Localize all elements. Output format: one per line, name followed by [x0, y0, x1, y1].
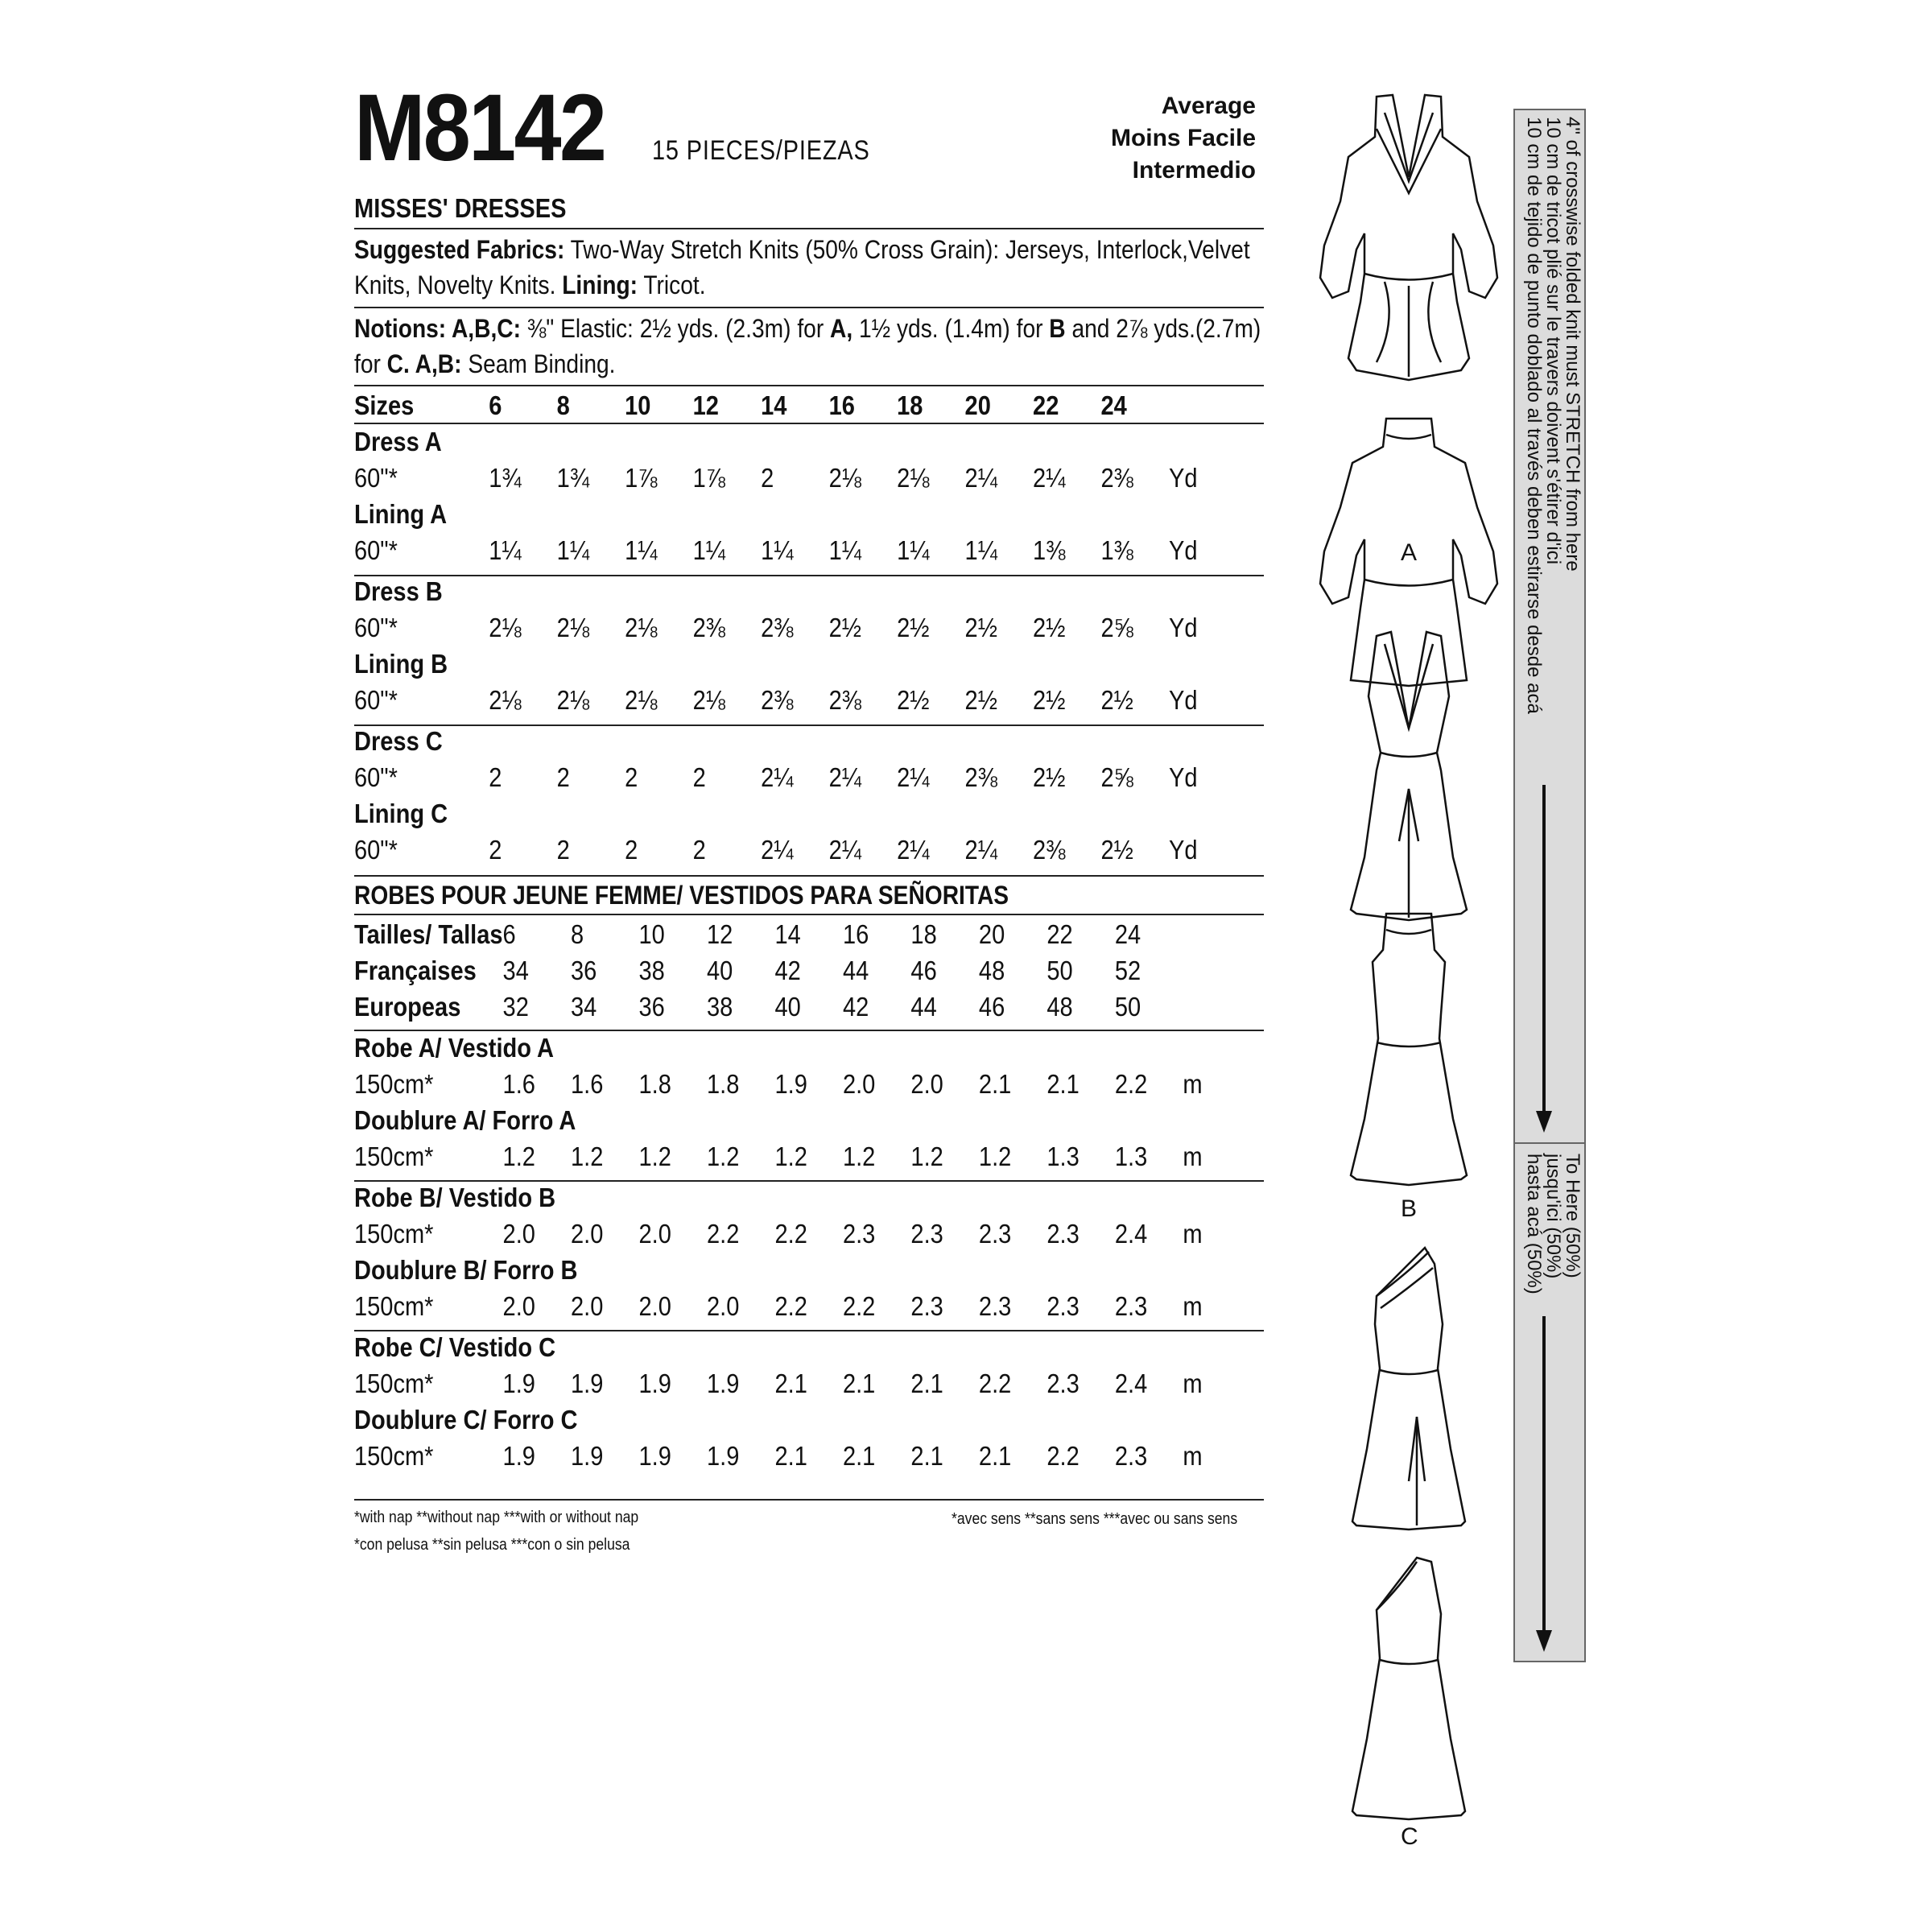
size-value: 6	[489, 390, 502, 420]
size-value: 36	[638, 991, 665, 1022]
yardage-value: 2	[692, 762, 706, 792]
view-name-row	[354, 573, 1212, 609]
yardage-value: 2½	[828, 612, 861, 642]
fabric-width: 60"*	[354, 684, 398, 715]
metric-value: 1.2	[638, 1141, 671, 1171]
yardage-value: 2⅜	[1033, 834, 1066, 865]
yardage-value: 2¼	[897, 834, 930, 865]
view-b-back-sketch	[1351, 914, 1467, 1185]
metric-value: 2.3	[978, 1290, 1012, 1321]
divider	[354, 1330, 1264, 1331]
size-value: 14	[761, 390, 787, 420]
table-row	[354, 609, 1212, 646]
size-value: 22	[1033, 390, 1059, 420]
yardage-value: 2½	[897, 684, 930, 715]
yardage-value: 2⅛	[692, 684, 726, 715]
yardage-value: 2⅜	[692, 612, 726, 642]
view-name: Dress A	[354, 426, 442, 456]
unit: Yd	[1169, 462, 1198, 493]
gauge-top-fr: 10 cm de tricot plié sur le travers doivent s'étirer d'ici	[1542, 117, 1564, 565]
metric-value: 1.9	[571, 1440, 604, 1471]
metric-value: 2.1	[842, 1368, 876, 1398]
metric-value: 2.1	[910, 1440, 943, 1471]
size-row-label: Tailles/ Tallas	[354, 919, 503, 949]
view-a-front-sketch	[1320, 95, 1497, 380]
size-value: 20	[964, 390, 991, 420]
view-c-front-sketch	[1352, 1248, 1465, 1530]
metric-value: 1.6	[502, 1068, 535, 1099]
size-value: 36	[571, 955, 597, 985]
yardage-value: 2⅛	[625, 684, 658, 715]
size-value: 40	[774, 991, 801, 1022]
fabric-width: 150cm*	[354, 1068, 434, 1099]
yardage-value: 2¼	[828, 834, 861, 865]
stretch-gauge	[1513, 109, 1586, 1662]
fabrics-label: Suggested Fabrics:	[354, 235, 565, 264]
fabric-width: 150cm*	[354, 1440, 434, 1471]
fabric-width: 150cm*	[354, 1368, 434, 1398]
table-row	[354, 1138, 1225, 1174]
metric-value: 1.2	[502, 1141, 535, 1171]
metric-value: 2.0	[571, 1218, 604, 1249]
yardage-value: 2¼	[828, 762, 861, 792]
metric-value: 2.2	[774, 1290, 807, 1321]
view-name: Lining C	[354, 798, 448, 828]
divider	[354, 575, 1264, 576]
fabric-width: 150cm*	[354, 1218, 434, 1249]
difficulty-en: Average	[1161, 93, 1256, 119]
table-row	[354, 682, 1212, 718]
view-label-a: A	[1401, 539, 1418, 566]
size-value: 42	[774, 955, 801, 985]
difficulty-es: Intermedio	[1132, 157, 1256, 184]
fabric-width: 60"*	[354, 762, 398, 792]
unit: m	[1183, 1440, 1203, 1471]
metric-title: ROBES POUR JEUNE FEMME/ VESTIDOS PARA SEÑORITAS	[354, 881, 1009, 910]
metric-value: 1.9	[571, 1368, 604, 1398]
divider	[354, 423, 1264, 424]
metric-value: 2.2	[1046, 1440, 1080, 1471]
notions-view-a: A,	[830, 314, 853, 343]
view-name-row	[354, 1252, 1225, 1288]
yardage-value: 1⅞	[692, 462, 726, 493]
unit-spacer	[1169, 387, 1212, 423]
unit: m	[1183, 1068, 1203, 1099]
table-row	[354, 532, 1212, 568]
gauge-bottom-es: hasta acá (50%)	[1523, 1154, 1545, 1294]
size-value: 10	[625, 390, 651, 420]
size-value: 32	[502, 991, 529, 1022]
yardage-value: 2⅝	[1100, 612, 1133, 642]
view-name: Dress C	[354, 725, 443, 756]
view-name-row	[354, 496, 1212, 532]
metric-value: 2.2	[842, 1290, 876, 1321]
piece-count: 15 PIECES/PIEZAS	[652, 135, 870, 166]
unit: Yd	[1169, 684, 1198, 715]
gauge-bottom-fr: jusqu'ici (50%)	[1542, 1154, 1564, 1279]
metric-value: 2.0	[638, 1218, 671, 1249]
metric-value: 2.3	[910, 1290, 943, 1321]
size-row	[354, 952, 1225, 989]
metric-value: 1.2	[910, 1141, 943, 1171]
view-label-c: C	[1401, 1823, 1418, 1850]
yardage-value: 2½	[1033, 684, 1066, 715]
yardage-value: 2½	[964, 612, 997, 642]
view-name-row	[354, 423, 1212, 460]
divider	[354, 385, 1264, 386]
unit: Yd	[1169, 834, 1198, 865]
yardage-value: 2⅜	[828, 684, 861, 715]
unit: Yd	[1169, 612, 1198, 642]
metric-value: 2.3	[910, 1218, 943, 1249]
metric-yardage-table	[354, 916, 1225, 1479]
metric-value: 2.0	[638, 1290, 671, 1321]
metric-value: 2.3	[1046, 1368, 1080, 1398]
divider	[354, 875, 1264, 877]
yardage-value: 2	[489, 762, 502, 792]
divider	[354, 1030, 1264, 1031]
metric-value: 1.8	[638, 1068, 671, 1099]
yardage-value: 2⅜	[761, 612, 794, 642]
metric-value: 2.3	[1046, 1290, 1080, 1321]
footnote-es: *con pelusa **sin pelusa ***con o sin pelusa	[354, 1536, 630, 1554]
notions-text: and 2⅞ yds.(2.7m) for	[354, 314, 1261, 378]
view-b-front-sketch	[1351, 632, 1467, 920]
view-name-row	[354, 646, 1212, 682]
yardage-value: 1¼	[489, 535, 522, 565]
size-value: 34	[571, 991, 597, 1022]
view-name: Lining B	[354, 648, 448, 679]
view-name: Doublure A/ Forro A	[354, 1104, 576, 1135]
yardage-value: 1¾	[556, 462, 590, 493]
size-value: 10	[638, 919, 665, 949]
size-value: 18	[910, 919, 937, 949]
yardage-value: 2⅛	[625, 612, 658, 642]
metric-value: 2.3	[842, 1218, 876, 1249]
gauge-top-en: 4" of crosswise folded knit must STRETCH from here	[1562, 117, 1583, 572]
size-value: 24	[1114, 919, 1141, 949]
yardage-value: 2¼	[964, 834, 997, 865]
notions-view-c: C. A,B:	[386, 349, 462, 378]
metric-value: 1.2	[571, 1141, 604, 1171]
yardage-value: 1⅞	[625, 462, 658, 493]
garment-illustrations	[1296, 80, 1521, 1852]
notions-label: Notions: A,B,C:	[354, 314, 521, 343]
fabric-width: 60"*	[354, 535, 398, 565]
yardage-value: 1¼	[964, 535, 997, 565]
subtitle: MISSES' DRESSES	[354, 193, 567, 223]
view-name: Robe A/ Vestido A	[354, 1032, 554, 1063]
view-name: Lining A	[354, 498, 448, 529]
metric-value: 1.3	[1114, 1141, 1148, 1171]
yardage-value: 2¼	[964, 462, 997, 493]
footnote-en: *with nap **without nap ***with or without nap	[354, 1509, 639, 1526]
fabric-width: 60"*	[354, 462, 398, 493]
unit-spacer	[1183, 989, 1225, 1025]
view-name: Doublure C/ Forro C	[354, 1404, 578, 1435]
notions-text: 1½ yds. (1.4m) for	[859, 314, 1043, 343]
metric-value: 2.2	[978, 1368, 1012, 1398]
metric-value: 1.9	[638, 1440, 671, 1471]
yardage-value: 2½	[897, 612, 930, 642]
metric-value: 1.3	[1046, 1141, 1080, 1171]
divider	[354, 1180, 1264, 1182]
yardage-value: 2	[625, 762, 638, 792]
divider	[354, 1499, 1264, 1501]
metric-value: 2.1	[1046, 1068, 1080, 1099]
gauge-bottom-en: To Here (50%)	[1562, 1154, 1583, 1278]
size-value: 16	[842, 919, 869, 949]
metric-value: 2.1	[774, 1368, 807, 1398]
size-value: 42	[842, 991, 869, 1022]
notions-text: ⅜" Elastic: 2½ yds. (2.3m) for	[526, 314, 824, 343]
size-value: 46	[978, 991, 1005, 1022]
yardage-value: 2	[692, 834, 706, 865]
size-value: 12	[692, 390, 719, 420]
yardage-value: 2⅛	[828, 462, 861, 493]
metric-value: 1.2	[978, 1141, 1012, 1171]
yardage-value: 1¼	[828, 535, 861, 565]
metric-value: 2.1	[842, 1440, 876, 1471]
metric-value: 2.4	[1114, 1368, 1148, 1398]
fabrics-text: Two-Way Stretch Knits (50% Cross Grain): Jerseys, Interlock,Velvet Knits, Novelty Knits.	[354, 235, 1250, 299]
yardage-value: 2¼	[1033, 462, 1066, 493]
metric-value: 1.8	[706, 1068, 740, 1099]
yardage-value: 1⅜	[1100, 535, 1133, 565]
fabric-width: 150cm*	[354, 1141, 434, 1171]
view-name-row	[354, 1030, 1225, 1066]
divider	[354, 228, 1264, 229]
garment-sketches	[1296, 80, 1521, 1852]
unit-spacer	[1183, 952, 1225, 989]
metric-value: 2.3	[1046, 1218, 1080, 1249]
metric-value: 1.2	[842, 1141, 876, 1171]
yardage-value: 2½	[964, 684, 997, 715]
size-row	[354, 916, 1225, 952]
difficulty-levels	[1046, 90, 1256, 187]
table-row	[354, 1288, 1225, 1324]
metric-value: 2.0	[910, 1068, 943, 1099]
metric-value: 2.3	[1114, 1290, 1148, 1321]
notions-view-b: B	[1049, 314, 1066, 343]
notions	[354, 311, 1261, 382]
metric-value: 2.0	[571, 1290, 604, 1321]
metric-value: 2.0	[842, 1068, 876, 1099]
fabric-width: 60"*	[354, 612, 398, 642]
notions-text: Seam Binding.	[468, 349, 616, 378]
yardage-value: 2⅜	[761, 684, 794, 715]
lining-text: Tricot.	[643, 270, 706, 299]
yardage-value: 1¼	[556, 535, 590, 565]
yardage-value: 1¼	[761, 535, 794, 565]
size-value: 34	[502, 955, 529, 985]
yardage-value: 1¼	[625, 535, 658, 565]
size-row-label: Europeas	[354, 991, 461, 1022]
yardage-value: 2⅛	[556, 684, 590, 715]
view-name-row	[354, 795, 1212, 832]
size-value: 50	[1046, 955, 1073, 985]
yardage-value: 2½	[1100, 834, 1133, 865]
metric-value: 2.3	[978, 1218, 1012, 1249]
table-row	[354, 759, 1212, 795]
metric-value: 2.2	[774, 1218, 807, 1249]
footnotes-left	[354, 1504, 638, 1558]
sizes-label: Sizes	[354, 390, 415, 420]
view-name: Dress B	[354, 576, 443, 606]
size-value: 40	[706, 955, 733, 985]
metric-value: 1.2	[706, 1141, 740, 1171]
yardage-value: 2½	[1033, 762, 1066, 792]
footnote-fr: *avec sens **sans sens ***avec ou sans sens	[952, 1510, 1238, 1528]
size-value: 12	[706, 919, 733, 949]
view-name-row	[354, 1329, 1225, 1365]
size-value: 20	[978, 919, 1005, 949]
size-value: 44	[842, 955, 869, 985]
size-value: 14	[774, 919, 801, 949]
size-value: 22	[1046, 919, 1073, 949]
metric-value: 2.2	[706, 1218, 740, 1249]
yardage-value: 2⅛	[556, 612, 590, 642]
divider	[354, 724, 1264, 726]
size-value: 48	[978, 955, 1005, 985]
view-name: Robe C/ Vestido C	[354, 1331, 556, 1362]
metric-value: 2.3	[1114, 1440, 1148, 1471]
table-row	[354, 460, 1212, 496]
metric-value: 1.9	[502, 1368, 535, 1398]
metric-value: 2.1	[910, 1368, 943, 1398]
view-label-b: B	[1401, 1195, 1418, 1222]
yardage-value: 1¾	[489, 462, 522, 493]
table-row	[354, 832, 1212, 868]
yardage-value: 2½	[1033, 612, 1066, 642]
view-c-back-sketch	[1352, 1558, 1465, 1819]
metric-value: 2.0	[706, 1290, 740, 1321]
yardage-value: 2⅛	[489, 612, 522, 642]
size-value: 24	[1100, 390, 1127, 420]
yardage-value: 2	[761, 462, 774, 493]
unit-spacer	[1183, 916, 1225, 952]
yardage-value: 2⅛	[897, 462, 930, 493]
size-value: 50	[1114, 991, 1141, 1022]
table-row	[354, 1365, 1225, 1402]
size-value: 8	[556, 390, 570, 420]
lining-label: Lining:	[562, 270, 638, 299]
yardage-value: 2	[556, 762, 570, 792]
yardage-value: 2⅝	[1100, 762, 1133, 792]
metric-value: 2.1	[774, 1440, 807, 1471]
view-name: Robe B/ Vestido B	[354, 1182, 556, 1212]
unit: Yd	[1169, 762, 1198, 792]
sizes-row	[354, 387, 1212, 423]
size-value: 6	[502, 919, 516, 949]
size-value: 46	[910, 955, 937, 985]
table-row	[354, 1216, 1225, 1252]
table-row	[354, 1066, 1225, 1102]
metric-value: 1.9	[706, 1440, 740, 1471]
unit: m	[1183, 1218, 1203, 1249]
metric-value: 2.0	[502, 1290, 535, 1321]
difficulty-fr: Moins Facile	[1110, 125, 1256, 151]
metric-value: 1.9	[638, 1368, 671, 1398]
yardage-value: 1¼	[692, 535, 726, 565]
divider	[354, 307, 1264, 308]
size-value: 16	[828, 390, 855, 420]
us-yardage-table	[354, 387, 1212, 873]
yardage-value: 1¼	[897, 535, 930, 565]
view-name-row	[354, 1179, 1225, 1216]
size-value: 8	[571, 919, 584, 949]
fabric-width: 150cm*	[354, 1290, 434, 1321]
unit: m	[1183, 1290, 1203, 1321]
size-row-label: Françaises	[354, 955, 477, 985]
metric-value: 1.6	[571, 1068, 604, 1099]
metric-value: 2.0	[502, 1218, 535, 1249]
yardage-value: 2	[556, 834, 570, 865]
yardage-value: 2¼	[897, 762, 930, 792]
view-name: Doublure B/ Forro B	[354, 1254, 578, 1285]
gauge-top-es: 10 cm de tejido de punto doblado al través deben estirarse desde acá	[1523, 117, 1545, 714]
yardage-value: 2⅛	[489, 684, 522, 715]
yardage-value: 2⅜	[964, 762, 997, 792]
size-value: 44	[910, 991, 937, 1022]
metric-value: 1.9	[502, 1440, 535, 1471]
metric-value: 2.1	[978, 1068, 1012, 1099]
size-row	[354, 989, 1225, 1025]
view-name-row	[354, 723, 1212, 759]
size-value: 48	[1046, 991, 1073, 1022]
metric-value: 2.2	[1114, 1068, 1148, 1099]
yardage-value: 2½	[1100, 684, 1133, 715]
yardage-value: 1⅜	[1033, 535, 1066, 565]
metric-value: 2.1	[978, 1440, 1012, 1471]
size-value: 52	[1114, 955, 1141, 985]
yardage-value: 2⅜	[1100, 462, 1133, 493]
metric-value: 1.2	[774, 1141, 807, 1171]
unit: m	[1183, 1368, 1203, 1398]
size-value: 38	[706, 991, 733, 1022]
divider	[354, 914, 1264, 915]
unit: Yd	[1169, 535, 1198, 565]
yardage-value: 2¼	[761, 834, 794, 865]
pattern-number: M8142	[354, 75, 605, 181]
suggested-fabrics	[354, 232, 1261, 303]
metric-value: 2.4	[1114, 1218, 1148, 1249]
view-name-row	[354, 1402, 1225, 1438]
table-row	[354, 1438, 1225, 1474]
yardage-value: 2¼	[761, 762, 794, 792]
yardage-value: 2	[489, 834, 502, 865]
yardage-value: 2	[625, 834, 638, 865]
size-value: 18	[897, 390, 923, 420]
metric-value: 1.9	[774, 1068, 807, 1099]
fabric-width: 60"*	[354, 834, 398, 865]
metric-value: 1.9	[706, 1368, 740, 1398]
view-name-row	[354, 1102, 1225, 1138]
size-value: 38	[638, 955, 665, 985]
unit: m	[1183, 1141, 1203, 1171]
